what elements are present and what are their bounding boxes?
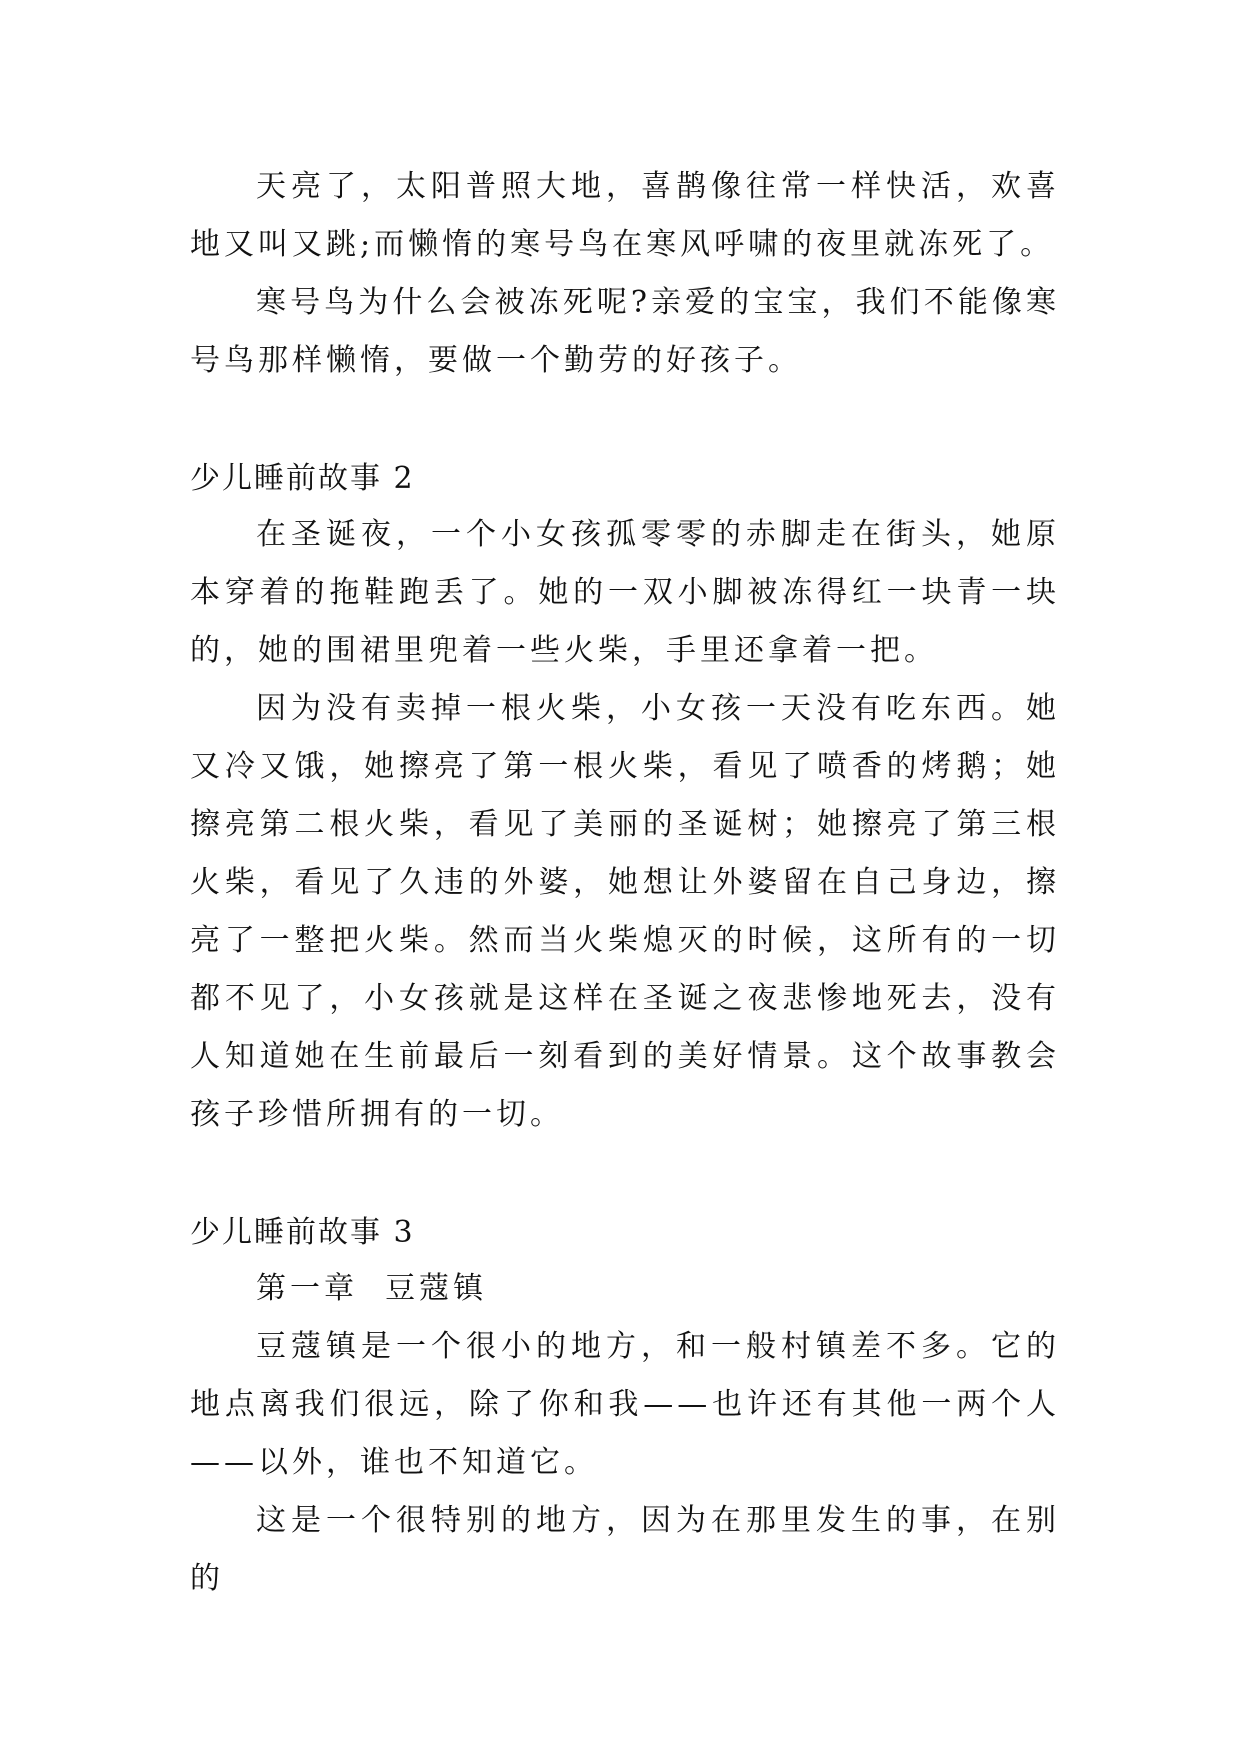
paragraph: 豆蔻镇是一个很小的地方，和一般村镇差不多。它的地点离我们很远，除了你和我——也许还有其他一两个人——以外，谁也不知道它。	[190, 1329, 1060, 1480]
paragraph: 寒号鸟为什么会被冻死呢?亲爱的宝宝，我们不能像寒号鸟那样懒惰，要做一个勤劳的好孩子。	[190, 285, 1060, 378]
story-title: 少儿睡前故事 3	[190, 1215, 415, 1250]
story-title: 少儿睡前故事 2	[190, 461, 415, 496]
chapter-heading: 第一章 豆蔻镇	[256, 1271, 488, 1306]
paragraph: 在圣诞夜，一个小女孩孤零零的赤脚走在街头，她原本穿着的拖鞋跑丢了。她的一双小脚被冻得红一块青一块的，她的围裙里兜着一些火柴，手里还拿着一把。	[190, 517, 1060, 668]
paragraph: 天亮了，太阳普照大地，喜鹊像往常一样快活，欢喜地又叫又跳;而懒惰的寒号鸟在寒风呼啸的夜里就冻死了。	[190, 169, 1060, 262]
paragraph: 这是一个很特别的地方，因为在那里发生的事，在别的	[190, 1503, 1060, 1596]
paragraph: 因为没有卖掉一根火柴，小女孩一天没有吃东西。她又冷又饿，她擦亮了第一根火柴，看见了喷香的烤鹅；她擦亮第二根火柴，看见了美丽的圣诞树；她擦亮了第三根火柴，看见了久违的外婆，她想让外婆留在自己身边，擦亮了一整把火柴。然而当火柴熄灭的时候，这所有的一切都不见了，小女孩就是这样在圣诞之夜悲惨地死去，没有人知道她在生前最后一刻看到的美好情景。这个故事教会孩子珍惜所拥有的一切。	[190, 691, 1060, 1132]
